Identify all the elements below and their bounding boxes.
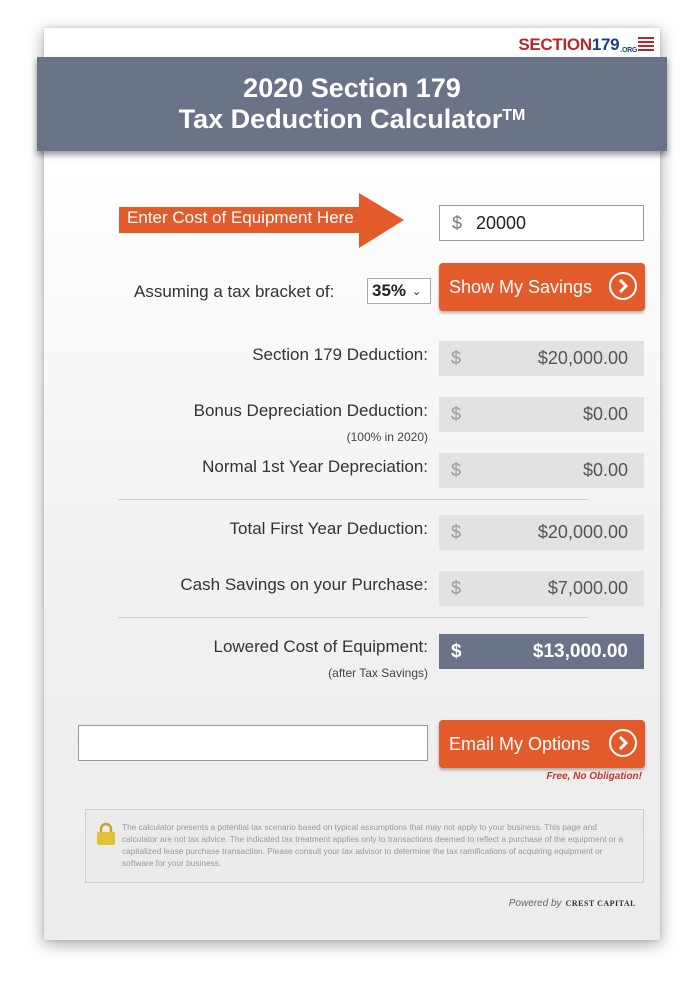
cash-savings-field (439, 571, 644, 606)
equipment-cost-input[interactable] (439, 205, 644, 241)
lowered-cost-field (439, 634, 644, 669)
lowered-cost-label: Lowered Cost of Equipment: (213, 637, 428, 656)
logo-word: SECTION (518, 35, 592, 54)
bonus-depreciation-label: Bonus Depreciation Deduction: (193, 401, 428, 420)
chevron-down-icon: ⌄ (412, 285, 422, 298)
powered-by-label: Powered by (508, 898, 562, 909)
title-text: Tax Deduction Calculator (178, 104, 503, 134)
arrow-right-circle-icon (609, 729, 637, 757)
currency-symbol: $ (451, 460, 462, 480)
disclaimer-box (85, 809, 644, 883)
title-banner (37, 57, 667, 151)
currency-symbol: $ (451, 640, 462, 662)
currency-symbol: $ (451, 348, 462, 368)
section179-logo[interactable] (518, 35, 654, 55)
email-options-label: Email My Options (449, 733, 591, 754)
cash-savings-value: $7,000.00 (547, 578, 628, 598)
bonus-depreciation-value: $0.00 (582, 404, 628, 424)
normal-depreciation-label: Normal 1st Year Depreciation: (202, 457, 428, 476)
section179-deduction-label: Section 179 Deduction: (252, 345, 428, 364)
lowered-cost-value: $13,000.00 (532, 640, 628, 662)
section179-deduction-field (439, 341, 644, 376)
arrow-right-circle-icon (609, 272, 637, 300)
logo-number: 179 (591, 35, 620, 54)
bonus-depreciation-field (439, 397, 644, 432)
total-deduction-label: Total First Year Deduction: (229, 519, 428, 538)
divider (118, 499, 588, 500)
show-savings-button[interactable] (439, 263, 645, 311)
total-deduction-value: $20,000.00 (537, 522, 628, 542)
cash-savings-label: Cash Savings on your Purchase: (180, 575, 428, 594)
title-line-1: 2020 Section 179 (243, 73, 461, 103)
title-line-2 (37, 104, 667, 135)
currency-symbol: $ (451, 578, 462, 598)
disclaimer-text: The calculator presents a potential tax scenario based on typical assumptions that may not apply to your business. This page and calculator are not tax advice. The indicated tax treatment applies only to transactions deemed to reflect a purchase of the equipment or a capitalized lease purchase transaction. Please consult your tax advisor to determine the tax ramifications of acquiring equipment or software for your business. (122, 822, 624, 868)
currency-symbol: $ (451, 404, 462, 424)
currency-symbol: $ (452, 212, 463, 233)
tax-bracket-label: Assuming a tax bracket of: (134, 282, 335, 301)
tax-bracket-select[interactable] (367, 278, 431, 304)
currency-symbol: $ (451, 522, 462, 542)
logo-suffix: .ORG (620, 47, 637, 54)
total-deduction-field (439, 515, 644, 550)
divider (118, 617, 588, 618)
lowered-cost-note: (after Tax Savings) (328, 666, 428, 680)
equipment-cost-value: 20000 (476, 212, 527, 233)
show-savings-label: Show My Savings (449, 276, 593, 297)
trademark: TM (502, 107, 526, 124)
powered-by (509, 898, 636, 909)
section179-deduction-value: $20,000.00 (537, 348, 628, 368)
crest-capital-logo[interactable]: CREST CAPITAL (565, 899, 636, 908)
flag-icon (638, 37, 654, 51)
email-input[interactable] (78, 725, 428, 761)
email-options-button[interactable] (439, 720, 645, 768)
normal-depreciation-value: $0.00 (582, 460, 628, 480)
bonus-depreciation-note: (100% in 2020) (346, 430, 428, 444)
no-obligation-note: Free, No Obligation! (546, 771, 642, 782)
lock-icon (96, 822, 116, 846)
normal-depreciation-field (439, 453, 644, 488)
tax-bracket-value: 35% (372, 281, 407, 300)
cost-arrow-label: Enter Cost of Equipment Here (127, 208, 354, 227)
